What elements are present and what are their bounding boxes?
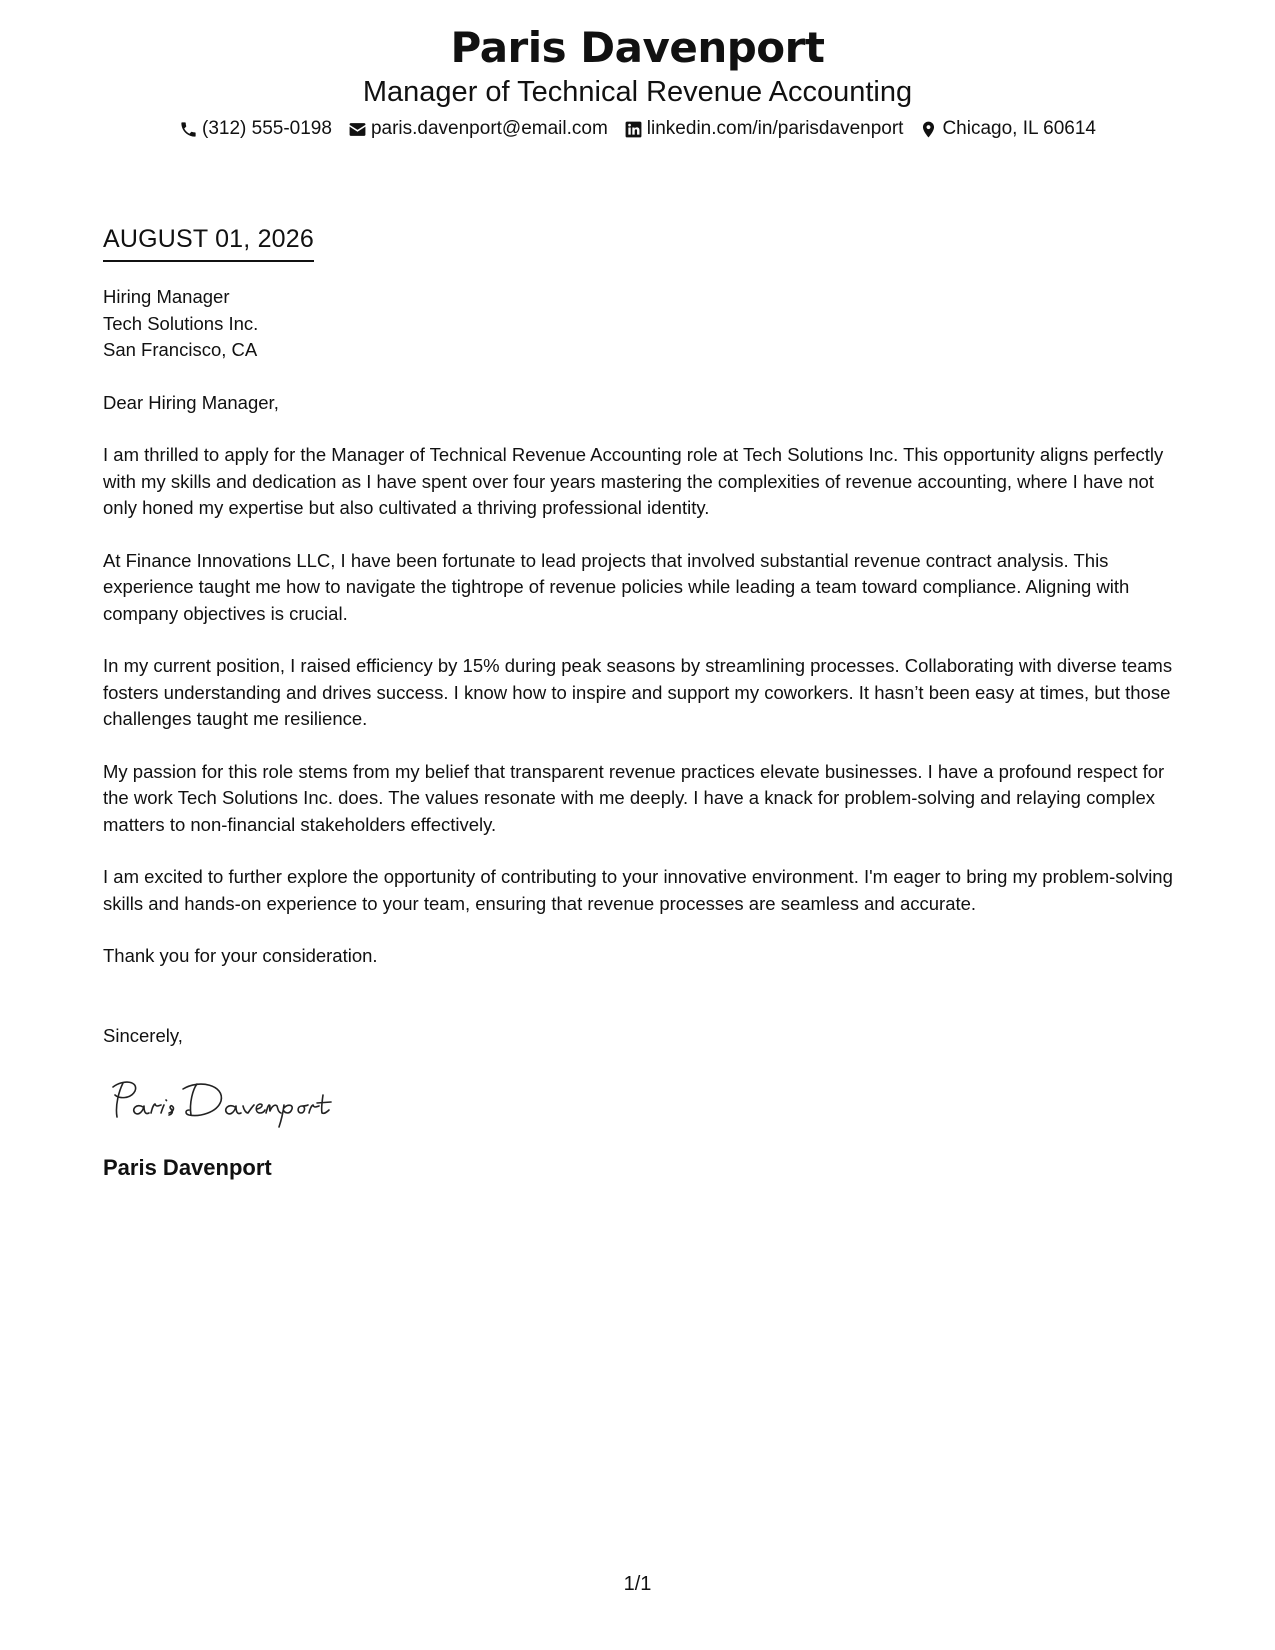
applicant-name: Paris Davenport bbox=[450, 23, 825, 72]
signer-name: Paris Davenport bbox=[103, 1155, 272, 1180]
letter-date: AUGUST 01, 2026 bbox=[103, 222, 314, 262]
recipient-name: Hiring Manager bbox=[103, 286, 230, 307]
recipient-block bbox=[103, 284, 1183, 364]
phone-icon bbox=[179, 120, 198, 139]
body-paragraph: At Finance Innovations LLC, I have been fortunate to lead projects that involved substantial revenue contract analysis. This experience taught me how to navigate the tightrope of revenue policies while leading a team toward compliance. Aligning with company objectives is crucial. bbox=[103, 549, 1130, 624]
closing: Sincerely, bbox=[103, 1024, 183, 1046]
map-pin-icon bbox=[919, 120, 938, 139]
envelope-icon bbox=[348, 120, 367, 139]
thank-you-line: Thank you for your consideration. bbox=[103, 945, 378, 966]
contact-email-text: paris.davenport@email.com bbox=[370, 118, 608, 139]
body-paragraph: I am excited to further explore the opportunity of contributing to your innovative environment. I'm eager to bring my problem-solving skills and hands-on experience to your team, ensuring that revenue processes are seamless and accurate. bbox=[103, 866, 1173, 914]
salutation: Dear Hiring Manager, bbox=[103, 391, 279, 413]
contact-phone bbox=[179, 116, 332, 142]
recipient-location: San Francisco, CA bbox=[103, 339, 258, 360]
applicant-job-title: Manager of Technical Revenue Accounting bbox=[362, 76, 913, 108]
recipient-company: Tech Solutions Inc. bbox=[103, 312, 259, 334]
contact-bar bbox=[0, 116, 1275, 142]
contact-phone-text: (312) 555-0198 bbox=[202, 118, 332, 139]
body-paragraph: In my current position, I raised efficiency by 15% during peak seasons by streamlining processes. Collaborating with diverse teams fosters understanding and drives success. I know how to inspire and support my coworkers. It hasn’t been easy at times, but those challenges taught me resilience. bbox=[103, 655, 1173, 729]
contact-linkedin-text: linkedin.com/in/parisdavenport bbox=[646, 118, 904, 139]
page-number: 1/1 bbox=[623, 1573, 652, 1595]
contact-linkedin[interactable] bbox=[624, 116, 904, 142]
body-paragraph: My passion for this role stems from my belief that transparent revenue practices elevate businesses. I have a profound respect for the work Tech Solutions Inc. does. The values resonate with me deeply. I have a knack for problem-solving and relaying complex matters to non-financial stakeholders effectively. bbox=[103, 760, 1165, 835]
letter-header bbox=[0, 22, 1275, 142]
contact-location-text: Chicago, IL 60614 bbox=[942, 118, 1096, 139]
contact-email[interactable] bbox=[348, 116, 608, 142]
linkedin-icon bbox=[624, 120, 643, 139]
handwritten-signature bbox=[103, 1075, 373, 1129]
contact-location bbox=[919, 116, 1096, 142]
body-paragraph: I am thrilled to apply for the Manager of Technical Revenue Accounting role at Tech Solutions Inc. This opportunity aligns perfectly with my skills and dedication as I have spent over four years mastering the complexities of revenue accounting, where I have not only honed my expertise but also cultivated a thriving professional identity. bbox=[103, 444, 1164, 518]
letter-body bbox=[103, 222, 1183, 1183]
